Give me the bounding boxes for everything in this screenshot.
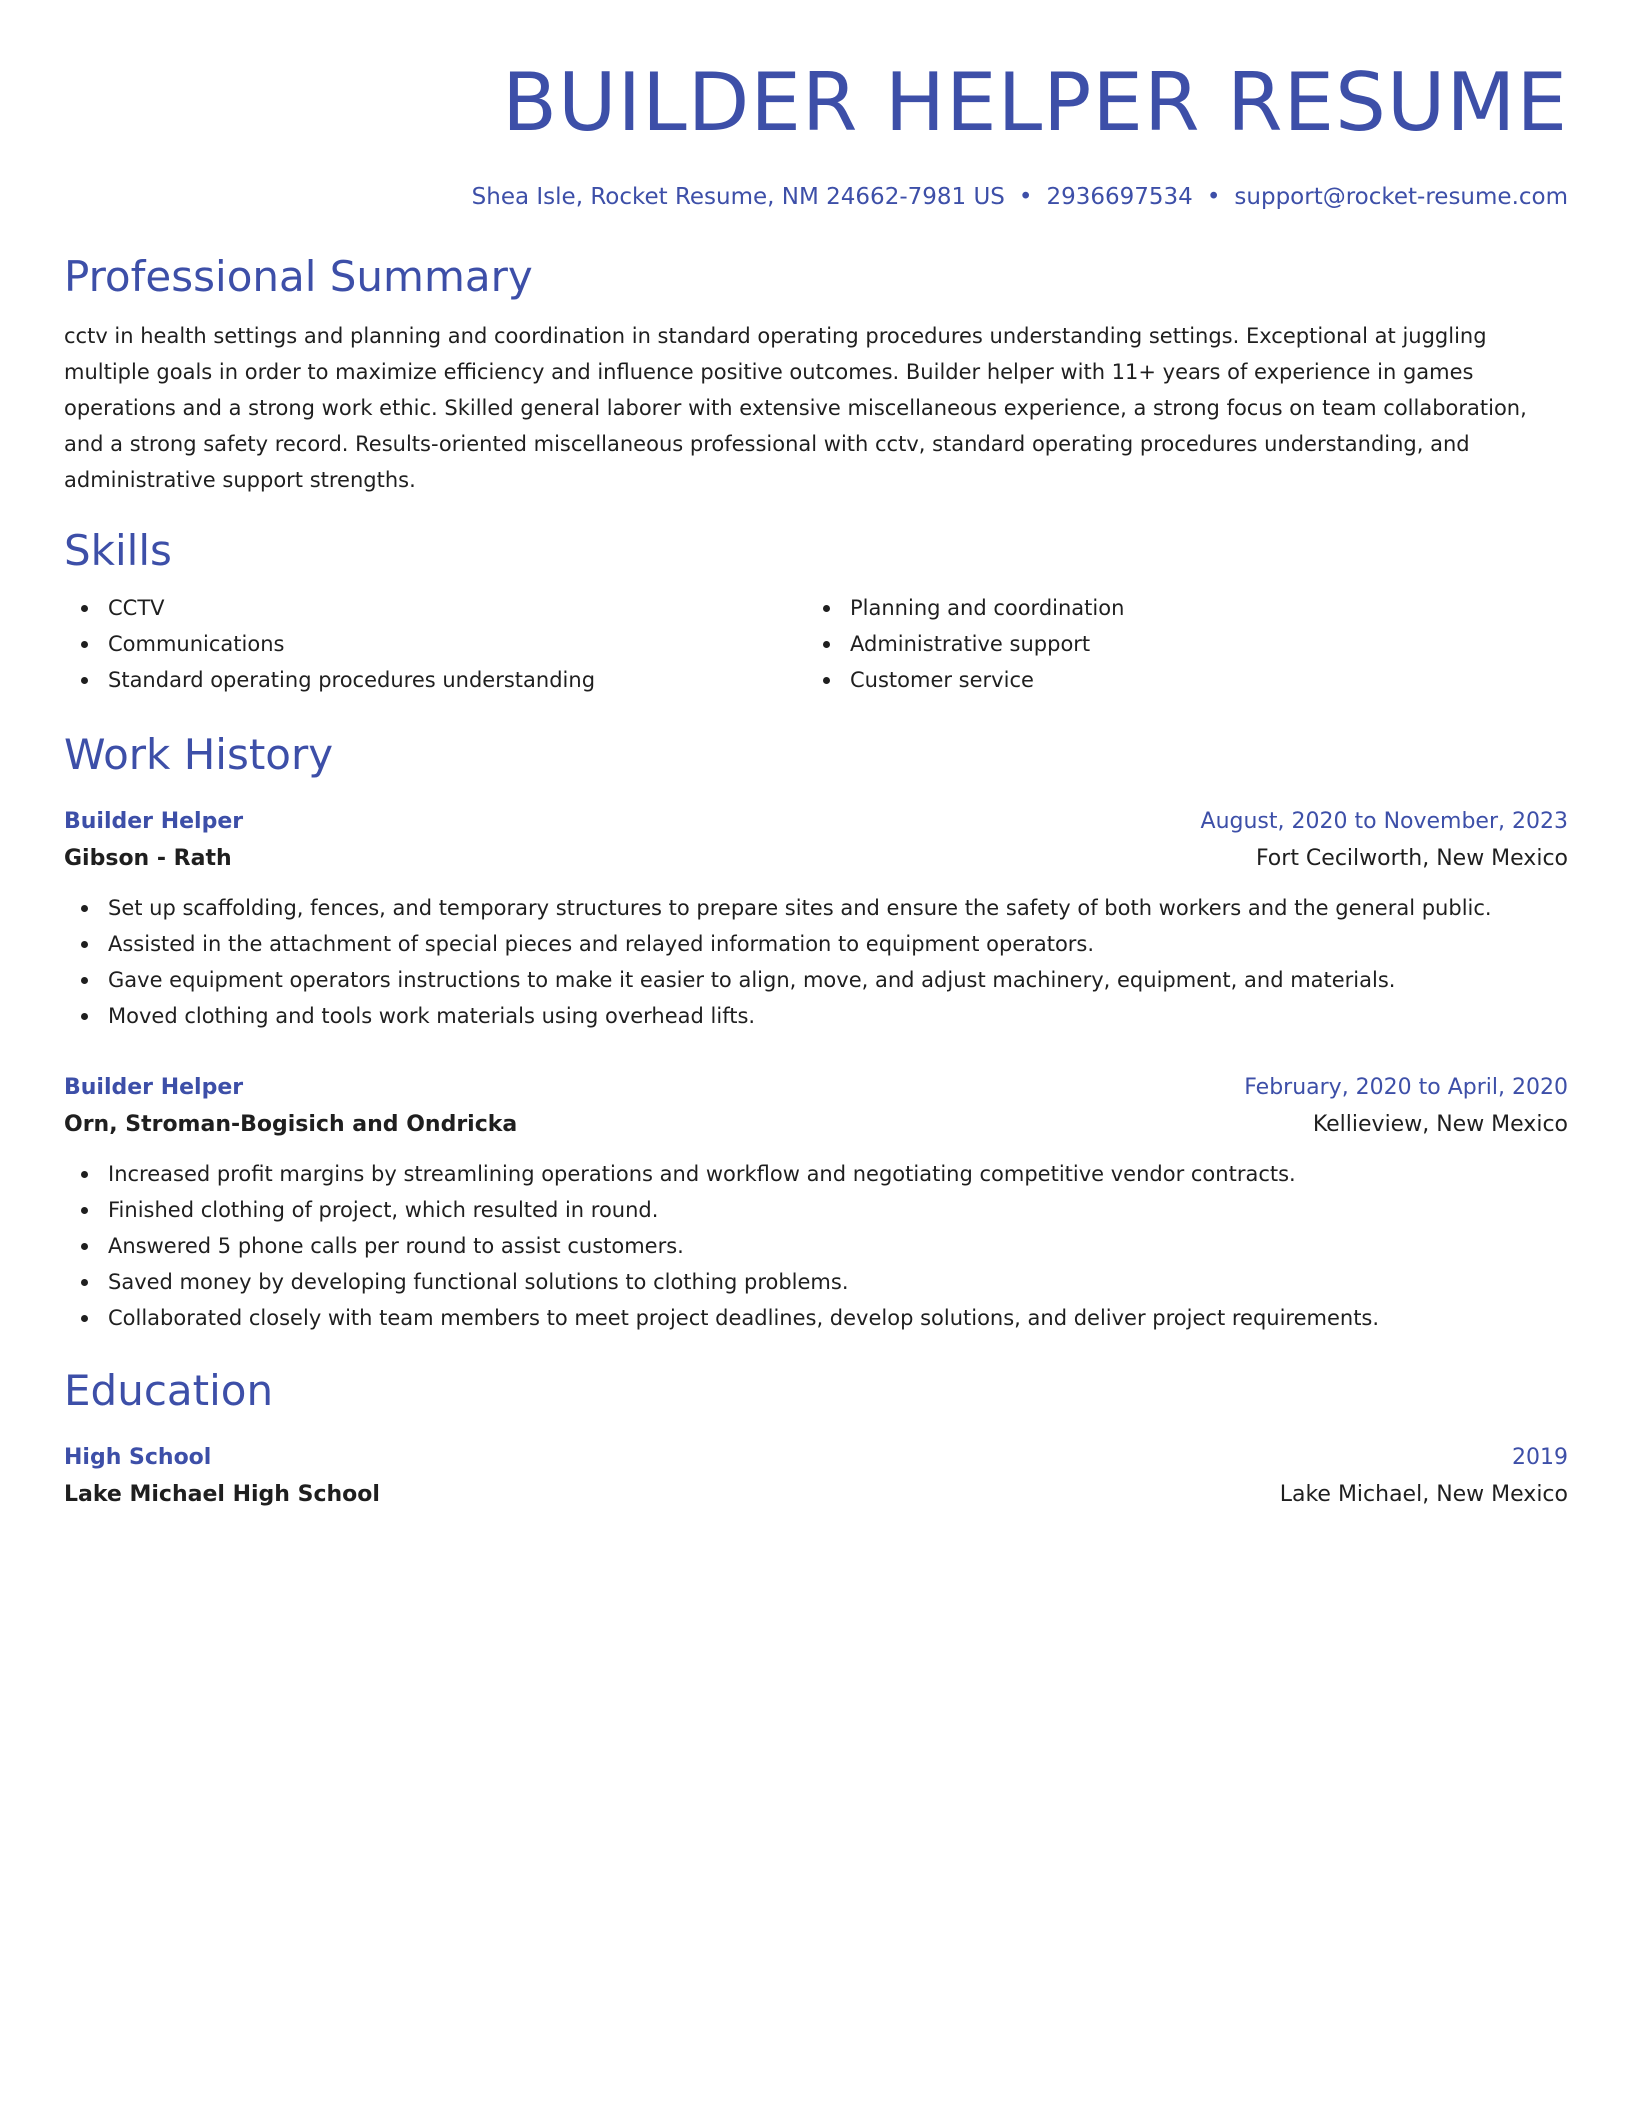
job-bullet-list xyxy=(64,890,1568,1034)
job-location: Kellieview, New Mexico xyxy=(1312,1112,1568,1137)
job-dates: August, 2020 to November, 2023 xyxy=(1200,809,1568,834)
job-employer: Orn, Stroman-Bogisich and Ondricka xyxy=(64,1112,518,1137)
contact-separator: • xyxy=(1018,184,1033,210)
education-school-row xyxy=(64,1476,1568,1514)
education-school: Lake Michael High School xyxy=(64,1482,380,1507)
job-bullet: Moved clothing and tools work materials using overhead lifts. xyxy=(64,998,1568,1034)
skill-item: Standard operating procedures understanding xyxy=(64,662,806,698)
work-history-section xyxy=(64,728,1568,1336)
work-history-heading: Work History xyxy=(64,730,334,779)
job-bullet: Gave equipment operators instructions to make it easier to align, move, and adjust machinery, equipment, and materials. xyxy=(64,962,1568,998)
contact-email: support@rocket-resume.com xyxy=(1234,184,1568,210)
job-title: Builder Helper xyxy=(64,809,244,834)
education-heading: Education xyxy=(64,1366,274,1415)
skills-grid xyxy=(64,590,1568,698)
skill-item: CCTV xyxy=(64,590,806,626)
skills-section xyxy=(64,524,1568,698)
job-bullet: Collaborated closely with team members to meet project deadlines, develop solutions, and deliver project requirements. xyxy=(64,1300,1568,1336)
job-header-row xyxy=(64,1070,1568,1106)
skills-column-right xyxy=(806,590,1548,698)
job-location: Fort Cecilworth, New Mexico xyxy=(1255,846,1568,871)
skills-heading: Skills xyxy=(64,526,172,575)
education-degree: High School xyxy=(64,1445,212,1470)
job-employer-row xyxy=(64,840,1568,878)
education-section xyxy=(64,1364,1568,1514)
job-header-row xyxy=(64,804,1568,840)
job-employer: Gibson - Rath xyxy=(64,846,232,871)
skill-item: Communications xyxy=(64,626,806,662)
summary-heading: Professional Summary xyxy=(64,252,533,301)
skill-item: Administrative support xyxy=(806,626,1548,662)
skill-item: Customer service xyxy=(806,662,1548,698)
job-bullet-list xyxy=(64,1156,1568,1336)
job-entry xyxy=(64,1070,1568,1336)
job-entry xyxy=(64,804,1568,1034)
education-header-row xyxy=(64,1440,1568,1476)
contact-separator: • xyxy=(1206,184,1221,210)
contact-line xyxy=(64,180,1568,214)
skills-column-left xyxy=(64,590,806,698)
job-bullet: Saved money by developing functional solutions to clothing problems. xyxy=(64,1264,1568,1300)
contact-address: Shea Isle, Rocket Resume, NM 24662-7981 US xyxy=(471,184,1005,210)
skill-item: Planning and coordination xyxy=(806,590,1548,626)
job-bullet: Set up scaffolding, fences, and temporary structures to prepare sites and ensure the safety of both workers and the general public. xyxy=(64,890,1568,926)
job-bullet: Answered 5 phone calls per round to assist customers. xyxy=(64,1228,1568,1264)
education-entry xyxy=(64,1440,1568,1514)
education-location: Lake Michael, New Mexico xyxy=(1279,1482,1568,1507)
job-bullet: Assisted in the attachment of special pieces and relayed information to equipment operators. xyxy=(64,926,1568,962)
contact-phone: 2936697534 xyxy=(1046,184,1193,210)
summary-section xyxy=(64,250,1568,498)
job-dates: February, 2020 to April, 2020 xyxy=(1244,1075,1568,1100)
job-employer-row xyxy=(64,1106,1568,1144)
job-title: Builder Helper xyxy=(64,1075,244,1100)
job-bullet: Increased profit margins by streamlining operations and workflow and negotiating competitive vendor contracts. xyxy=(64,1156,1568,1192)
education-year: 2019 xyxy=(1512,1445,1568,1470)
job-bullet: Finished clothing of project, which resulted in round. xyxy=(64,1192,1568,1228)
resume-title: BUILDER HELPER RESUME xyxy=(502,56,1568,149)
summary-text: cctv in health settings and planning and coordination in standard operating procedures understanding settings. Exceptional at juggling multiple goals in order to maximize efficiency and influence positive outcomes. Builder helper with 11+ years of experience in games operations and a strong work ethic. Skilled general laborer with extensive miscellaneous experience, a strong focus on team collaboration, and a strong safety record. Results-oriented miscellaneous professional with cctv, standard operating procedures understanding, and administrative support strengths. xyxy=(64,324,1527,492)
